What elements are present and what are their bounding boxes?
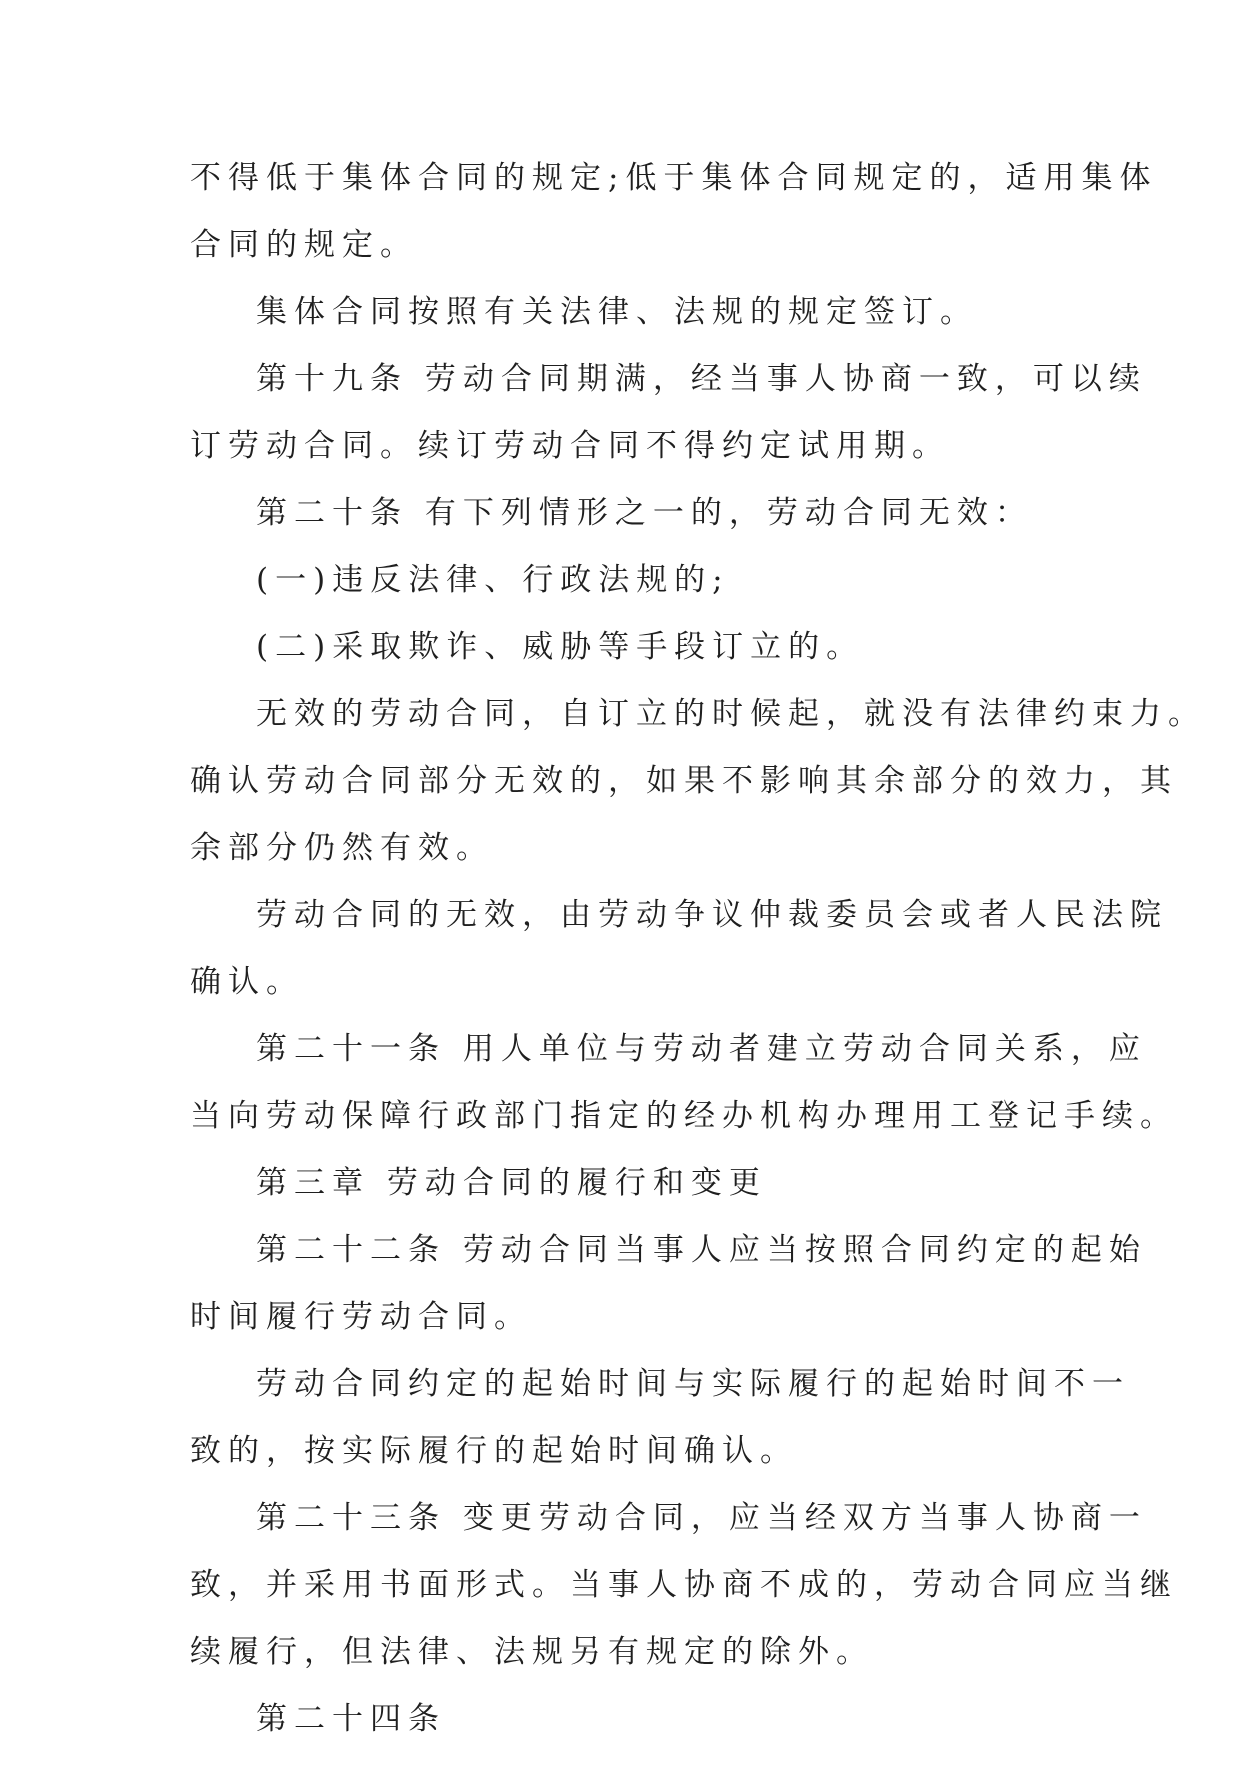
text-line: 集体合同按照有关法律、法规的规定签订。 xyxy=(256,294,978,330)
list-item: (二)采取欺诈、威胁等手段订立的。 xyxy=(256,629,865,665)
text-line: 确认。 xyxy=(190,964,304,1000)
article-23-heading-line: 第二十三条 变更劳动合同，应当经双方当事人协商一 xyxy=(256,1500,1147,1536)
text-line: 劳动合同约定的起始时间与实际履行的起始时间不一 xyxy=(256,1366,1130,1402)
article-20-heading-line: 第二十条 有下列情形之一的，劳动合同无效： xyxy=(256,495,1033,531)
text-line: 致，并采用书面形式。当事人协商不成的，劳动合同应当继 xyxy=(190,1567,1178,1603)
text-line: 订劳动合同。续订劳动合同不得约定试用期。 xyxy=(190,428,950,464)
text-line: 余部分仍然有效。 xyxy=(190,830,494,866)
text-line: 致的，按实际履行的起始时间确认。 xyxy=(190,1433,798,1469)
text-line: 当向劳动保障行政部门指定的经办机构办理用工登记手续。 xyxy=(190,1098,1178,1134)
text-line: 合同的规定。 xyxy=(190,227,418,263)
article-24-heading-line: 第二十四条 xyxy=(256,1701,446,1737)
text-line: 时间履行劳动合同。 xyxy=(190,1299,532,1335)
text-line: 无效的劳动合同，自订立的时候起，就没有法律约束力。 xyxy=(256,696,1206,732)
article-22-heading-line: 第二十二条 劳动合同当事人应当按照合同约定的起始 xyxy=(256,1232,1147,1268)
text-line: 劳动合同的无效，由劳动争议仲裁委员会或者人民法院 xyxy=(256,897,1168,933)
document-body xyxy=(190,160,1206,1768)
text-line: 续履行，但法律、法规另有规定的除外。 xyxy=(190,1634,874,1670)
text-line: 确认劳动合同部分无效的，如果不影响其余部分的效力，其 xyxy=(190,763,1178,799)
text-line: 不得低于集体合同的规定;低于集体合同规定的，适用集体 xyxy=(190,160,1158,196)
chapter-3-heading: 第三章 劳动合同的履行和变更 xyxy=(256,1165,767,1201)
article-21-heading-line: 第二十一条 用人单位与劳动者建立劳动合同关系，应 xyxy=(256,1031,1147,1067)
article-19-heading-line: 第十九条 劳动合同期满，经当事人协商一致，可以续 xyxy=(256,361,1147,397)
list-item: (一)违反法律、行政法规的; xyxy=(256,562,730,598)
